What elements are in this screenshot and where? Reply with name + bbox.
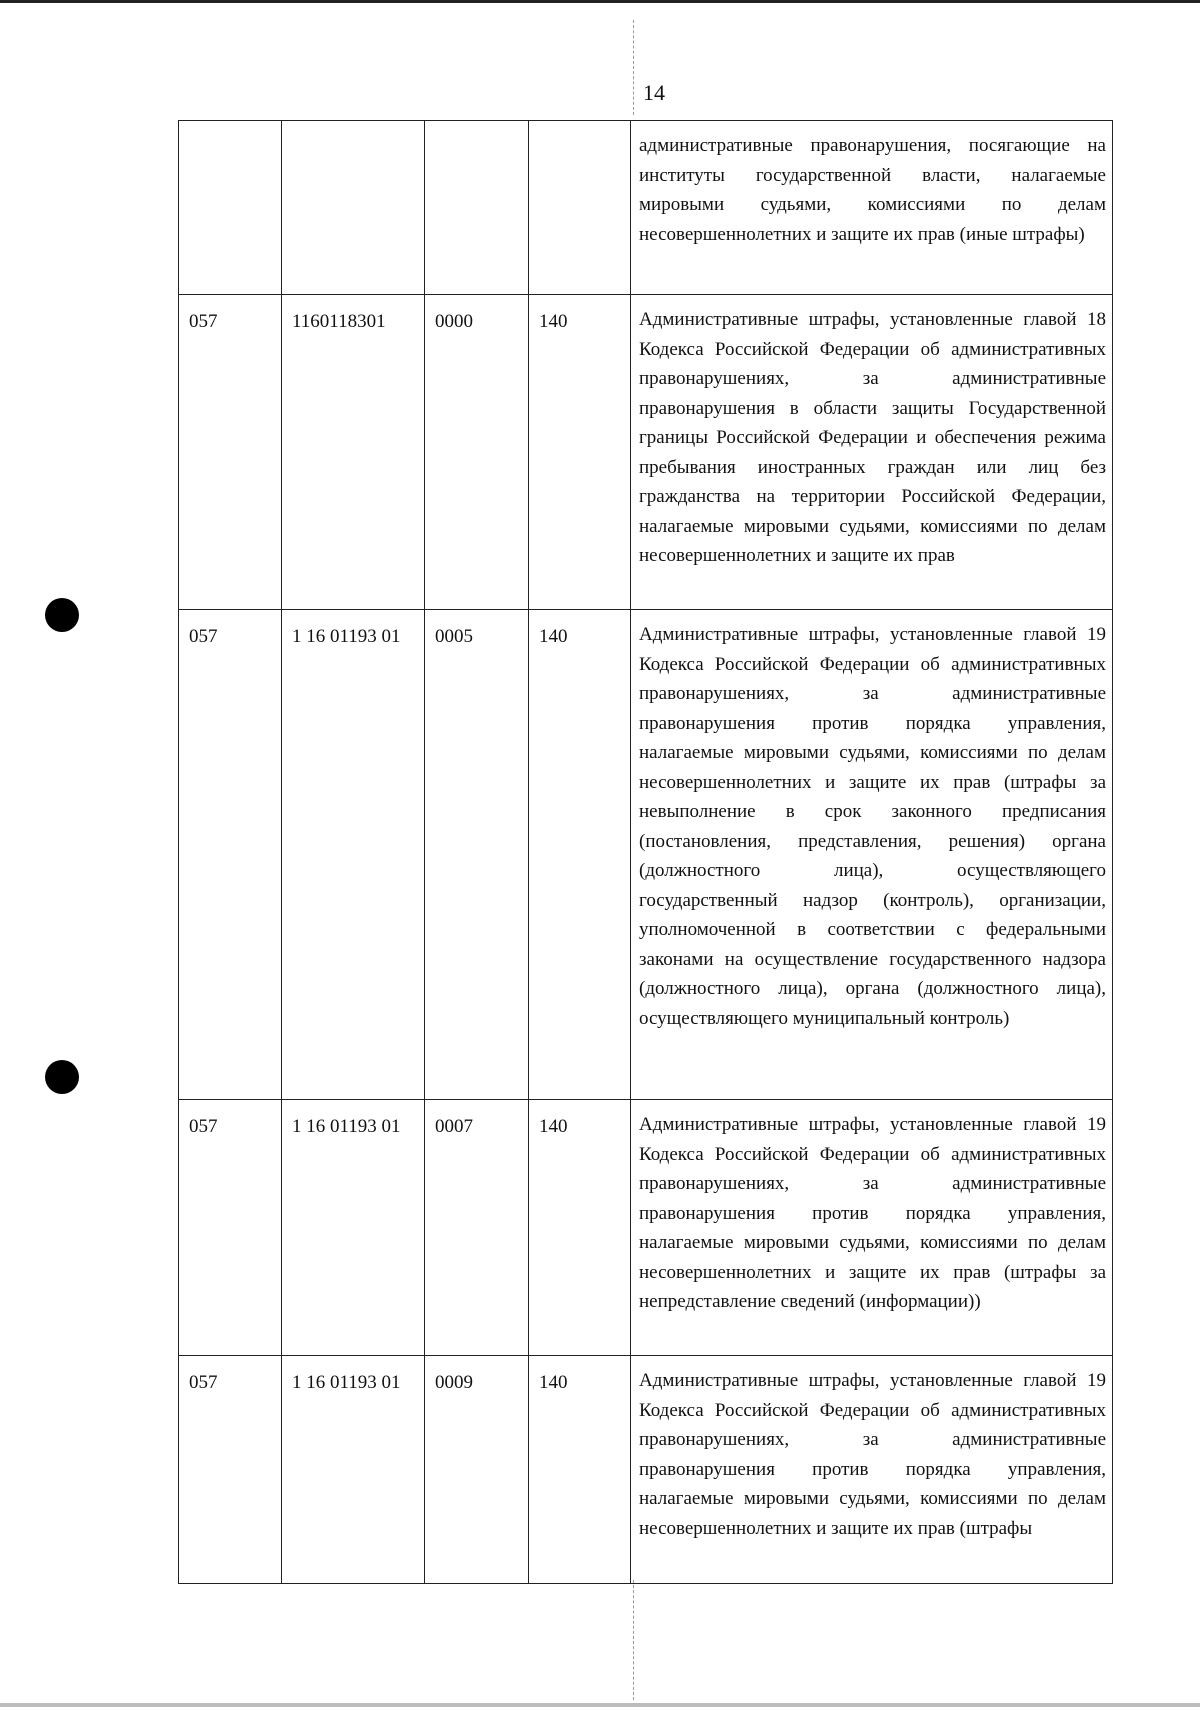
admin-code-cell: 057 (179, 295, 282, 610)
punch-hole (45, 1060, 79, 1094)
income-kind-cell: 140 (529, 1100, 631, 1356)
table-row (179, 1356, 1113, 1584)
kbk-code-cell: 1 16 01193 01 (282, 1100, 425, 1356)
income-kind-cell: 140 (529, 1356, 631, 1584)
scan-fold-line (633, 20, 634, 115)
budget-codes-table (178, 120, 1113, 1584)
scan-bottom-edge (0, 1703, 1200, 1707)
income-kind-cell (529, 121, 631, 295)
kbk-code-cell: 1 16 01193 01 (282, 610, 425, 1100)
description-cell: административные правонарушения, посягающие на институты государственной власти, налагаемые мировыми судьями, комиссиями по делам несовершеннолетних и защите их прав (иные штрафы) (631, 121, 1113, 295)
scan-top-edge (0, 0, 1200, 3)
subcode-cell: 0009 (425, 1356, 529, 1584)
table-row (179, 1100, 1113, 1356)
subcode-cell (425, 121, 529, 295)
kbk-code-cell (282, 121, 425, 295)
subcode-cell: 0007 (425, 1100, 529, 1356)
income-kind-cell: 140 (529, 295, 631, 610)
table-row (179, 610, 1113, 1100)
income-kind-cell: 140 (529, 610, 631, 1100)
page-number: 14 (643, 80, 665, 105)
table-row (179, 121, 1113, 295)
admin-code-cell: 057 (179, 1100, 282, 1356)
subcode-cell: 0005 (425, 610, 529, 1100)
admin-code-cell: 057 (179, 1356, 282, 1584)
kbk-code-cell: 1160118301 (282, 295, 425, 610)
table-row (179, 295, 1113, 610)
description-cell: Административные штрафы, установленные главой 19 Кодекса Российской Федерации об административных правонарушениях, за административные правонарушения против порядка управления, налагаемые мировыми судьями, комиссиями по делам несовершеннолетних и защите их прав (штрафы (631, 1356, 1113, 1584)
admin-code-cell: 057 (179, 610, 282, 1100)
admin-code-cell (179, 121, 282, 295)
scan-fold-line (633, 1580, 634, 1700)
description-cell: Административные штрафы, установленные главой 19 Кодекса Российской Федерации об административных правонарушениях, за административные правонарушения против порядка управления, налагаемые мировыми судьями, комиссиями по делам несовершеннолетних и защите их прав (штрафы за невыполнение в срок законного предписания (постановления, представления, решения) органа (должностного лица), осуществляющего государственный надзор (контроль), организации, уполномоченной в соответствии с федеральными законами на осуществление государственного надзора (должностного лица), органа (должностного лица), осуществляющего муниципальный контроль) (631, 610, 1113, 1100)
description-cell: Административные штрафы, установленные главой 18 Кодекса Российской Федерации об административных правонарушениях, за административные правонарушения в области защиты Государственной границы Российской Федерации и обеспечения режима пребывания иностранных граждан или лиц без гражданства на территории Российской Федерации, налагаемые мировыми судьями, комиссиями по делам несовершеннолетних и защите их прав (631, 295, 1113, 610)
subcode-cell: 0000 (425, 295, 529, 610)
kbk-code-cell: 1 16 01193 01 (282, 1356, 425, 1584)
description-cell: Административные штрафы, установленные главой 19 Кодекса Российской Федерации об административных правонарушениях, за административные правонарушения против порядка управления, налагаемые мировыми судьями, комиссиями по делам несовершеннолетних и защите их прав (штрафы за непредставление сведений (информации)) (631, 1100, 1113, 1356)
punch-hole (45, 598, 79, 632)
